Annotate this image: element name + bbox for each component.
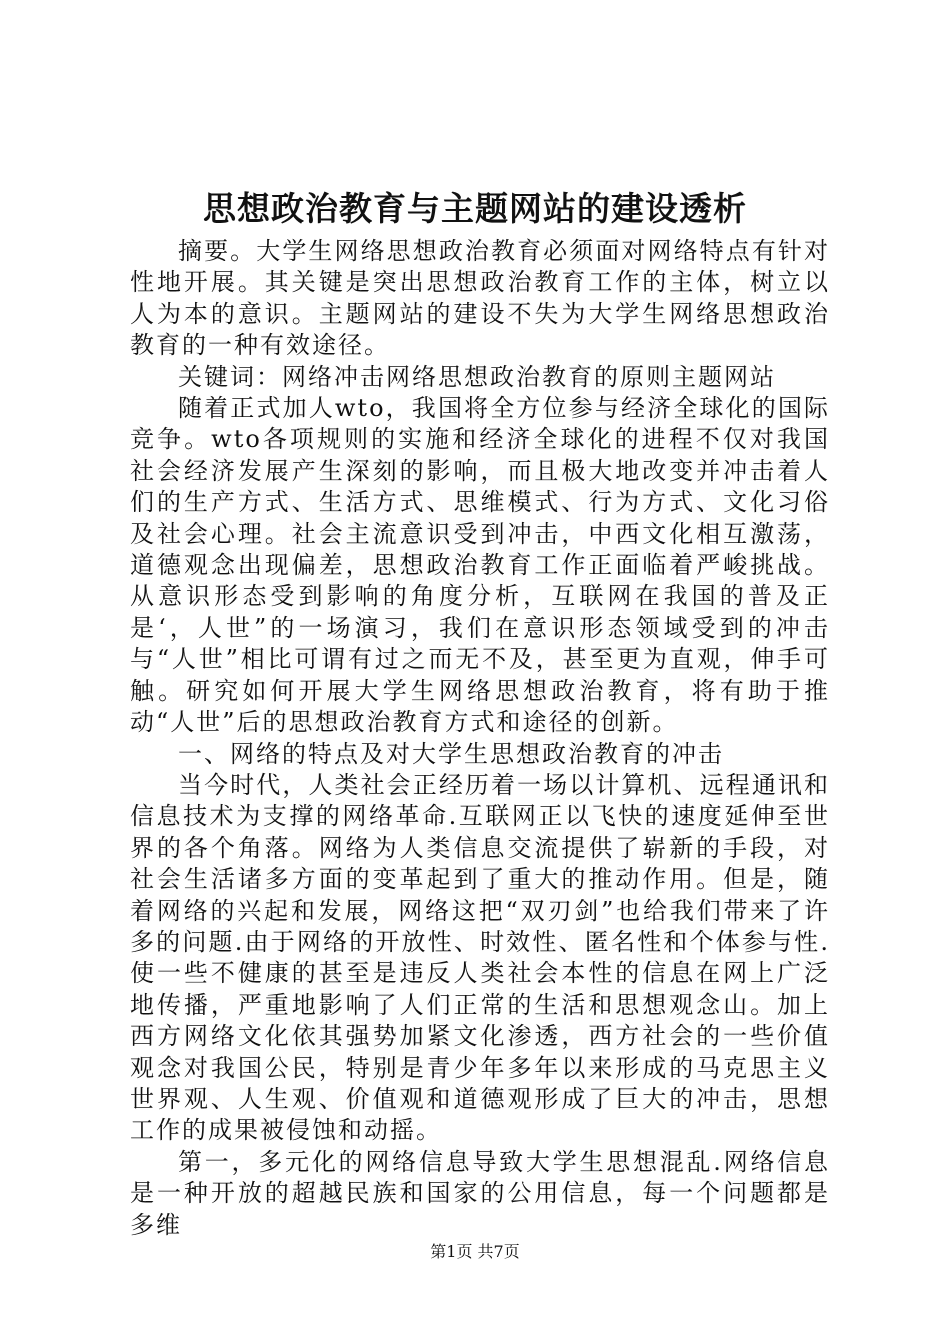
page-footer: 第1页 共7页 — [430, 1242, 520, 1261]
abstract-paragraph: 摘要。大学生网络思想政治教育必须面对网络特点有针对性地开展。其关键是突出思想政治教育工作的主体，树立以人为本的意识。主题网站的建设不失为大学生网络思想政治教育的一种有效途径。 — [130, 237, 830, 360]
document-body — [130, 236, 830, 1241]
body-paragraph: 第一，多元化的网络信息导致大学生思想混乱.网络信息是一种开放的超越民族和国家的公用信息，每一个问题都是多维 — [130, 1147, 830, 1239]
body-paragraph: 当今时代，人类社会正经历着一场以计算机、远程通讯和信息技术为支撑的网络革命.互联网正以飞快的速度延伸至世界的各个角落。网络为人类信息交流提供了崭新的手段，对社会生活诸多方面的变革起到了重大的推动作用。但是，随着网络的兴起和发展，网络这把“双刃剑”也给我们带来了许多的问题.由于网络的开放性、时效性、匿名性和个体参与性.使一些不健康的甚至是违反人类社会本性的信息在网上广泛地传播，严重地影响了人们正常的生活和思想观念山。加上西方网络文化依其强势加紧文化渗透，西方社会的一些价值观念对我国公民，特别是青少年多年以来形成的马克思主义世界观、人生观、价值观和道德观形成了巨大的冲击，思想工作的成果被侵蚀和动摇。 — [130, 770, 830, 1145]
section-heading: 一、网络的特点及对大学生思想政治教育的冲击 — [178, 739, 724, 768]
intro-paragraph: 随着正式加人wto，我国将全方位参与经济全球化的国际竞争。wto各项规则的实施和经济全球化的进程不仅对我国社会经济发展产生深刻的影响，而且极大地改变并冲击着人们的生产方式、生活方式、思维模式、行为方式、文化习俗及社会心理。社会主流意识受到冲击，中西文化相互激荡，道德观念出现偏差，思想政治教育工作正面临着严峻挑战。从意识形态受到影响的角度分析，互联网在我国的普及正是‘，人世”的一场演习，我们在意识形态领域受到的冲击与“人世”相比可谓有过之而无不及，甚至更为直观，伸手可触。研究如何开展大学生网络思想政治教育，将有助于推动“人世”后的思想政治教育方式和途径的创新。 — [130, 394, 830, 737]
document-title: 思想政治教育与主题网站的建设透析 — [203, 189, 747, 228]
keywords-paragraph: 关键词：网络冲击网络思想政治教育的原则主题网站 — [178, 362, 776, 391]
